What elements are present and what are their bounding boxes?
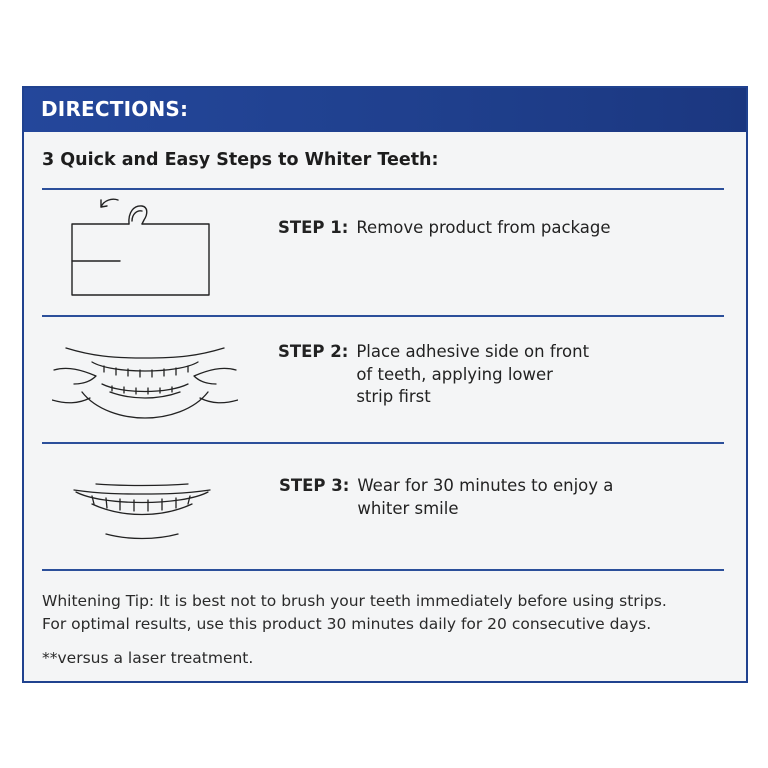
step-2-line-1: Place adhesive side on front xyxy=(356,342,590,361)
package-peel-icon xyxy=(68,194,218,302)
step-2-line-2: of teeth, applying lower xyxy=(356,364,553,384)
step-3-line-1: Wear for 30 minutes to enjoy a xyxy=(357,476,614,495)
whitening-tip-line-1: Whitening Tip: It is best not to brush your teeth immediately before using strips. xyxy=(42,592,667,610)
directions-panel xyxy=(22,86,748,683)
footnote: **versus a laser treatment. xyxy=(42,649,254,667)
divider-1 xyxy=(42,315,724,317)
step-3-text xyxy=(279,475,613,520)
whitening-tip-line-2: For optimal results, use this product 30 minutes daily for 20 consecutive days. xyxy=(42,615,652,633)
step-1-text xyxy=(278,217,611,240)
step-2-line-3: strip first xyxy=(356,387,431,406)
step-2-text xyxy=(278,341,589,409)
step-3-line-2: whiter smile xyxy=(357,498,459,518)
directions-header-bar xyxy=(24,88,746,132)
lips-pulled-teeth-icon xyxy=(52,340,238,420)
step-2-label: STEP 2: xyxy=(278,342,349,361)
divider-3 xyxy=(42,569,724,571)
divider-top xyxy=(42,188,724,190)
steps-subheading: 3 Quick and Easy Steps to Whiter Teeth: xyxy=(42,150,439,170)
divider-2 xyxy=(42,442,724,444)
step-3-label: STEP 3: xyxy=(279,476,350,495)
step-1-line-1: Remove product from package xyxy=(356,218,611,237)
smile-teeth-icon xyxy=(72,478,212,544)
step-1-label: STEP 1: xyxy=(278,218,349,237)
directions-title: DIRECTIONS: xyxy=(41,97,189,121)
